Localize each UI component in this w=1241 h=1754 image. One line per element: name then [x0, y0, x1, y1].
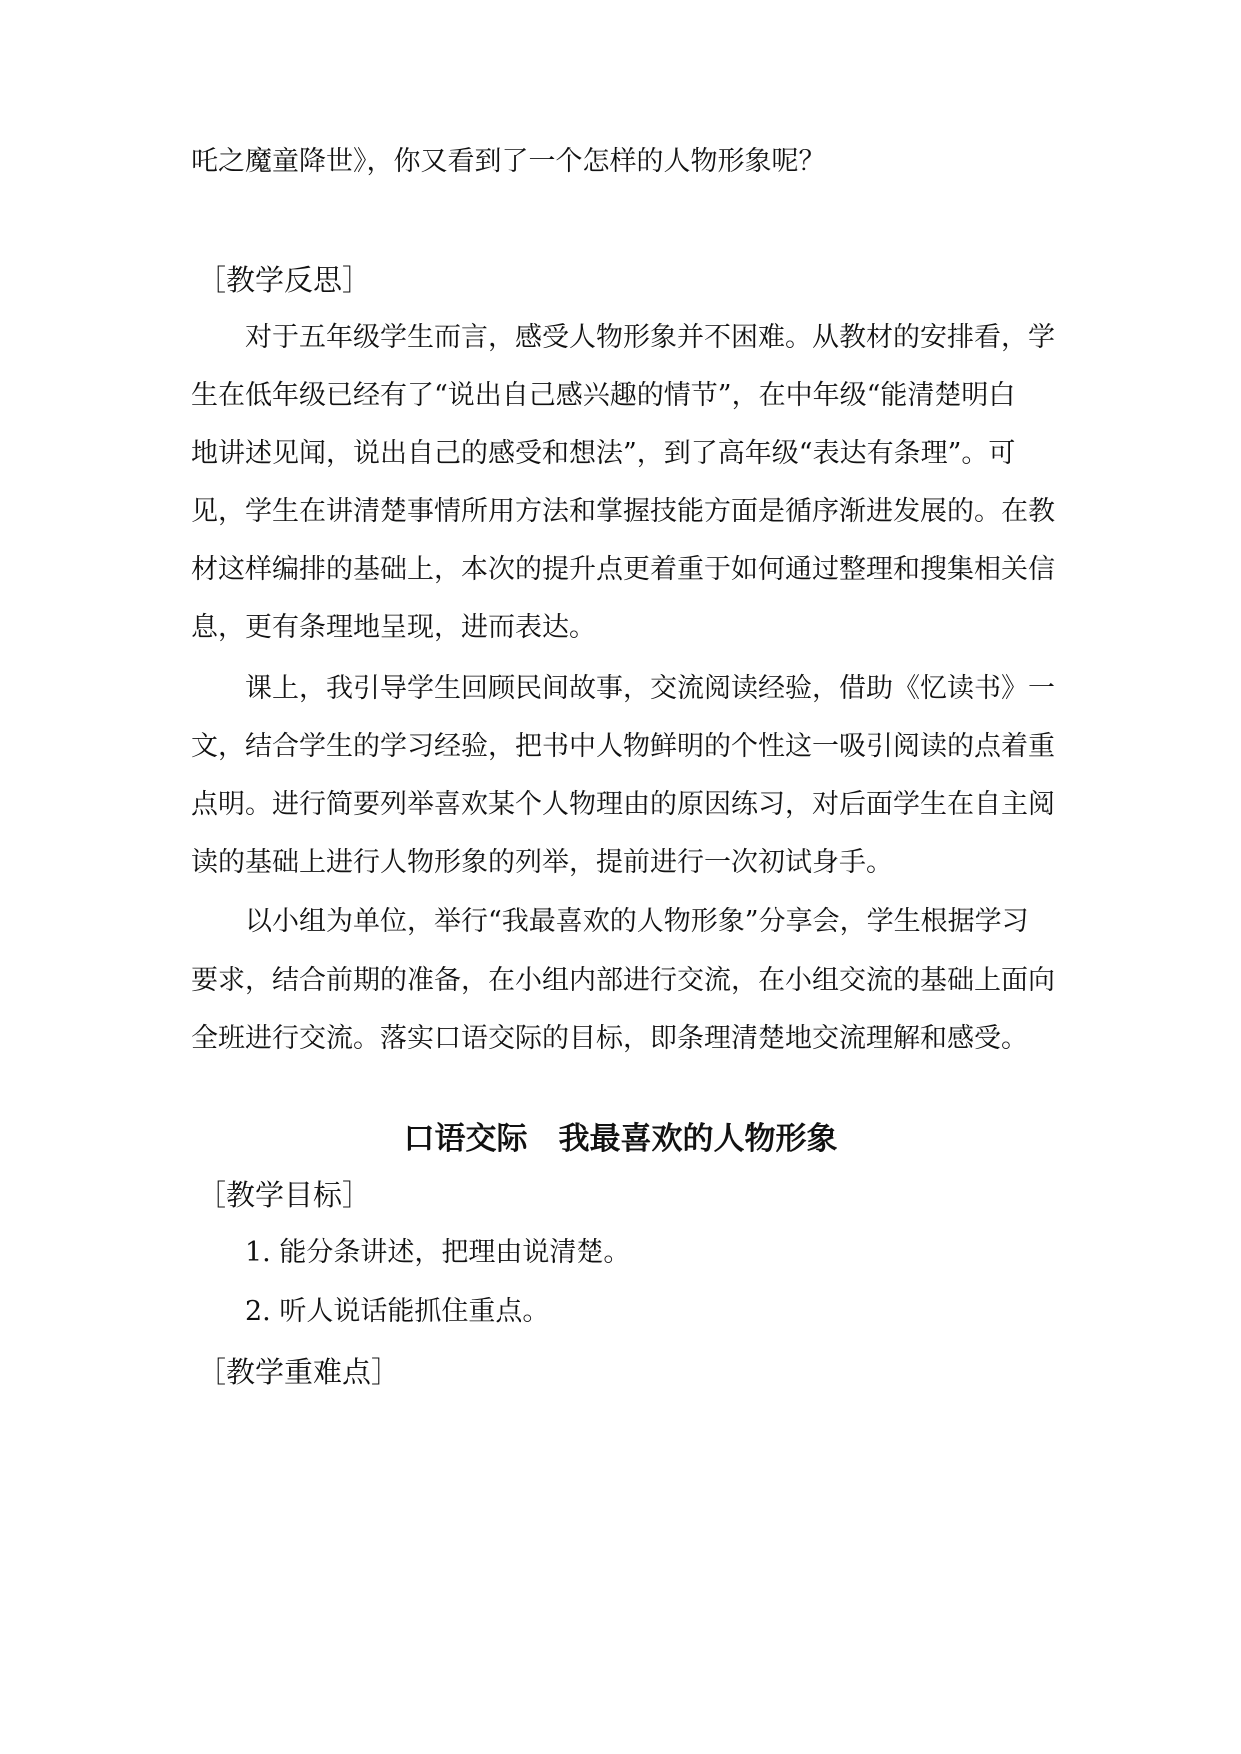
reflection-heading: ［教学反思］	[197, 263, 372, 297]
intro-line: 吒之魔童降世》，你又看到了一个怎样的人物形象呢？	[191, 146, 826, 177]
paragraph-line: 课上，我引导学生回顾民间故事，交流阅读经验，借助《忆读书》一	[245, 673, 1055, 704]
paragraph-line: 对于五年级学生而言，感受人物形象并不困难。从教材的安排看，学	[245, 322, 1055, 353]
key-points-heading: ［教学重难点］	[197, 1355, 401, 1389]
paragraph-line: 全班进行交流。落实口语交际的目标，即条理清楚地交流理解和感受。	[191, 1023, 1028, 1054]
paragraph-line: 见，学生在讲清楚事情所用方法和掌握技能方面是循序渐进发展的。在教	[191, 496, 1055, 527]
paragraph-line: 点明。进行简要列举喜欢某个人物理由的原因练习，对后面学生在自主阅	[191, 789, 1055, 820]
paragraph-line: 地讲述见闻，说出自己的感受和想法”，到了高年级“表达有条理”。可	[191, 438, 1016, 469]
paragraph-line: 以小组为单位，举行“我最喜欢的人物形象”分享会，学生根据学习	[245, 906, 1029, 937]
objective-item: 2. 听人说话能抓住重点。	[245, 1296, 550, 1327]
objective-item: 1. 能分条讲述，把理由说清楚。	[245, 1237, 631, 1268]
paragraph-line: 要求，结合前期的准备，在小组内部进行交流，在小组交流的基础上面向	[191, 965, 1055, 996]
paragraph-line: 文，结合学生的学习经验，把书中人物鲜明的个性这一吸引阅读的点着重	[191, 731, 1055, 762]
paragraph-line: 息，更有条理地呈现，进而表达。	[191, 612, 596, 643]
paragraph-line: 材这样编排的基础上，本次的提升点更着重于如何通过整理和搜集相关信	[191, 554, 1055, 585]
paragraph-line: 生在低年级已经有了“说出自己感兴趣的情节”，在中年级“能清楚明白	[191, 380, 1016, 411]
lesson-title: 口语交际 我最喜欢的人物形象	[403, 1121, 838, 1157]
objectives-heading: ［教学目标］	[197, 1178, 372, 1212]
paragraph-line: 读的基础上进行人物形象的列举，提前进行一次初试身手。	[191, 847, 893, 878]
